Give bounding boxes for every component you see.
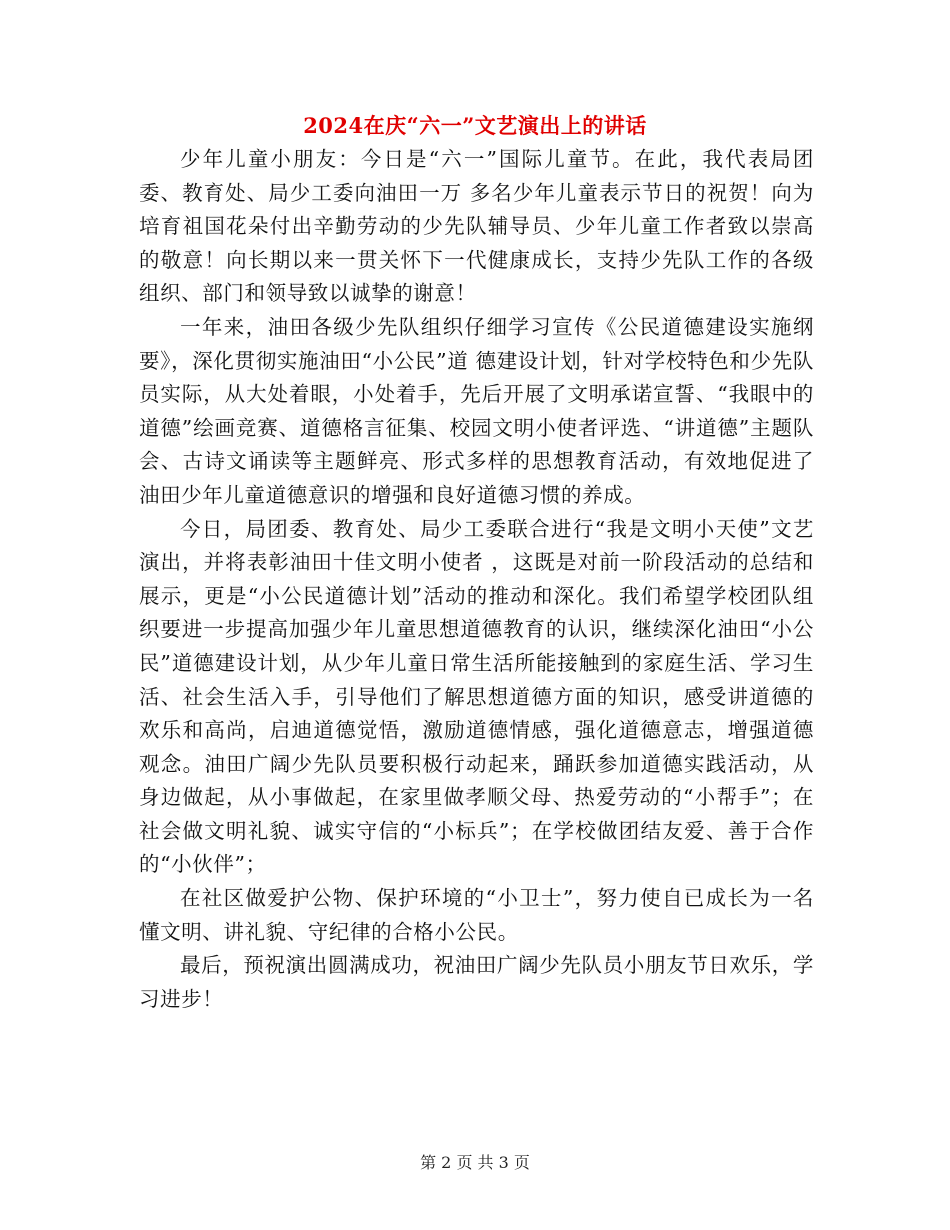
page-number-footer: 第 2 页 共 3 页 [420, 1153, 530, 1172]
document-body [139, 143, 814, 1016]
paragraph-greeting: 少年儿童小朋友：今日是“六一”国际儿童节。在此，我代表局团委、教育处、局少工委向油田一万 多名少年儿童表示节日的祝贺！向为培育祖国花朵付出辛勤劳动的少先队辅导员、少年儿童工作者致以崇高的敬意！向长期以来一贯关怀下一代健康成长，支持少先队工作的各级组织、部门和领导致以诚挚的谢意！ [139, 147, 814, 306]
paragraph-year-review: 一年来，油田各级少先队组织仔细学习宣传《公民道德建设实施纲要》，深化贯彻实施油田“小公民”道 德建设计划，针对学校特色和少先队员实际，从大处着眼，小处着手，先后开展了文明承诺宣誓、“我眼中的道德”绘画竞赛、道德格言征集、校园文明小使者评选、“讲道德”主题队会、古诗文诵读等主题鲜亮、形式多样的思想教育活动，有效地促进了油田少年儿童道德意识的增强和良好道德习惯的养成。 [139, 314, 814, 507]
paragraph-performance: 今日，局团委、教育处、局少工委联合进行“我是文明小天使”文艺演出，并将表彰油田十佳文明小使者 ，这既是对前一阶段活动的总结和展示，更是“小公民道德计划”活动的推动和深化。我们希望学校团队组织要进一步提高加强少年儿童思想道德教育的认识，继续深化油田“小公民”道德建设计划，从少年儿童日常生活所能接触到的家庭生活、学习生活、社会生活入手，引导他们了解思想道德方面的知识，感受讲道德的欢乐和高尚，启迪道德觉悟，激励道德情感，强化道德意志，增强道德观念。油田广阔少先队员要积极行动起来，踊跃参加道德实践活动，从身边做起，从小事做起，在家里做孝顺父母、热爱劳动的“小帮手”；在社会做文明礼貌、诚实守信的“小标兵”；在学校做团结友爱、善于合作的“小伙伴”； [139, 516, 814, 877]
document-title: 2024在庆“六一”文艺演出上的讲话 [303, 113, 647, 138]
paragraph-closing: 最后，预祝演出圆满成功，祝油田广阔少先队员小朋友节日欢乐，学习进步！ [139, 953, 814, 1011]
paragraph-community: 在社区做爱护公物、保护环境的“小卫士”，努力使自已成长为一名懂文明、讲礼貌、守纪律的合格小公民。 [139, 886, 814, 944]
